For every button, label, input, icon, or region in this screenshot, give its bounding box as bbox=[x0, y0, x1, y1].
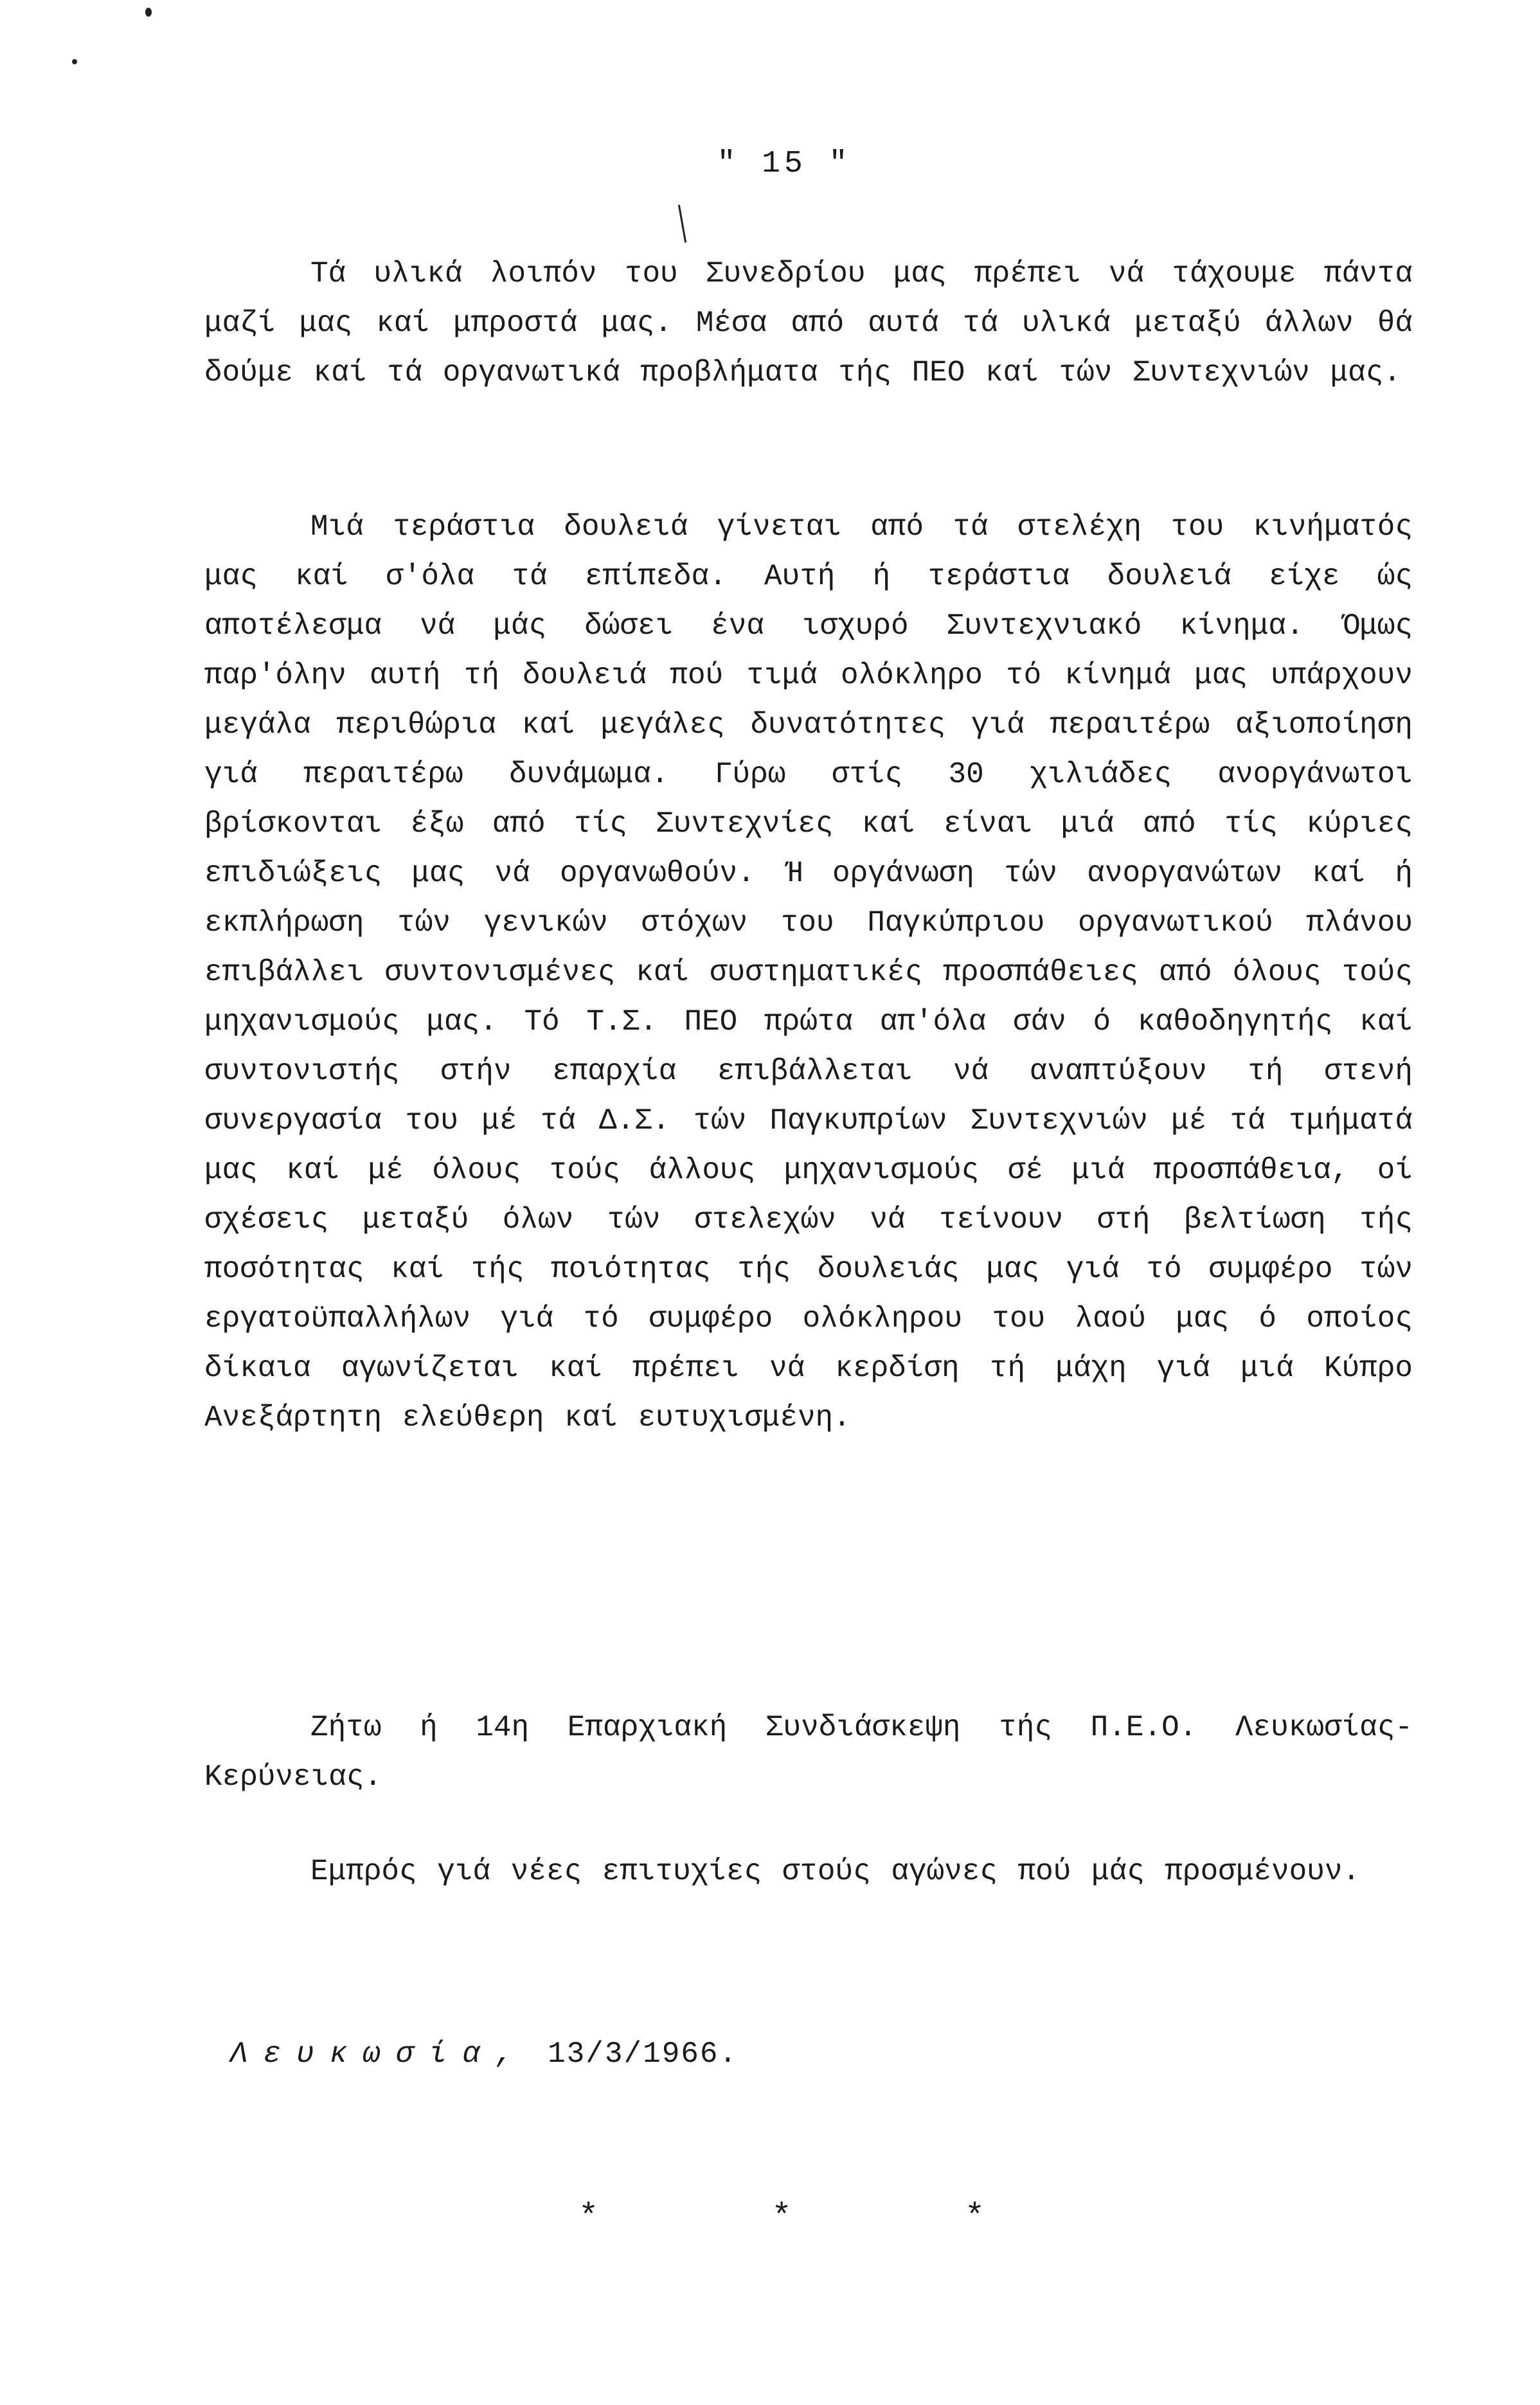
paragraph: Μιά τεράστια δουλειά γίνεται από τά στελέχη του κινήματός μας καί σ'όλα τά επίπεδα. Αυτή ή τεράστια δουλειά είχε ώς αποτέλεσμα νά μάς δώσει ένα ισχυρό Συντεχνιακό κίνημα. Όμως παρ'όλην αυτή τή δουλειά πού τιμά ολόκληρο τό κίνημά μας υπάρχουν μεγάλα περιθώρια καί μεγάλες δυνατότητες γιά περαιτέρω αξιοποίηση γιά περαιτέρω δυνάμωμα. Γύρω στίς 30 χιλιάδες ανοργάνωτοι βρίσκονται έξω από τίς Συντεχνίες καί είναι μιά από τίς κύριες επιδιώξεις μας νά οργανωθούν. Ή οργάνωση τών ανοργανώτων καί ή εκπλήρωση τών γενικών στόχων του Παγκύπριου οργανωτικού πλάνου επιβάλλει συντονισμένες καί συστηματικές προσπάθειες από όλους τούς μηχανισμούς μας. Τό Τ.Σ. ΠΕΟ πρώτα απ'όλα σάν ό καθοδηγητής καί συντονιστής στήν επαρχία επιβάλλεται νά αναπτύξουν τή στενή συνεργασία του μέ τά Δ.Σ. τών Παγκυπρίων Συντεχνιών μέ τά τμήματά μας καί μέ όλους τούς άλλους μηχανισμούς σέ μιά προσπάθεια, οί σχέσεις μεταξύ όλων τών στελεχών νά τείνουν στή βελτίωση τής ποσότητας καί τής ποιότητας τής δουλειάς μας γιά τό συμφέρο τών εργατοϋπαλλήλων γιά τό συμφέρο ολόκληρου του λαού μας ό οποίος δίκαια αγωνίζεται καί πρέπει νά κερδίση τή μάχη γιά μιά Κύπρο Ανεξάρτητη ελεύθερη καί ευτυχισμένη. bbox=[204, 510, 1413, 1435]
paragraph: Ζήτω ή 14η Επαρχιακή Συνδιάσκεψη τής Π.Ε.Ο. Λευκωσίας-Κερύνειας. bbox=[204, 1711, 1413, 1794]
paragraph: Τά υλικά λοιπόν του Συνεδρίου μας πρέπει νά τάχουμε πάντα μαζί μας καί μπροστά μας. Μέσα από αυτά τά υλικά μεταξύ άλλων θά δούμε καί τά οργανωτικά προβλήματα τής ΠΕΟ καί τών Συντεχνιών μας. bbox=[204, 257, 1413, 389]
slogan-block bbox=[204, 1703, 1413, 1802]
paragraph: Εμπρός γιά νέες επιτυχίες στούς αγώνες πού μάς προσμένουν. bbox=[310, 1855, 1361, 1888]
asterisk: * bbox=[964, 2198, 985, 2236]
place-and-date bbox=[230, 2037, 738, 2071]
ink-speck bbox=[145, 8, 152, 17]
pen-stroke-mark bbox=[678, 204, 686, 243]
signoff-date: 13/3/1966. bbox=[548, 2037, 739, 2071]
page-number: " 15 " bbox=[717, 147, 852, 181]
body-text-block bbox=[204, 503, 1413, 1443]
body-text-block bbox=[204, 249, 1413, 398]
ink-speck bbox=[72, 59, 77, 64]
slogan-block bbox=[204, 1847, 1413, 1897]
asterisk: * bbox=[578, 2198, 599, 2236]
signoff-place: Λευκωσία, bbox=[230, 2037, 529, 2071]
closing-asterisks bbox=[578, 2198, 1138, 2236]
asterisk: * bbox=[771, 2198, 792, 2236]
